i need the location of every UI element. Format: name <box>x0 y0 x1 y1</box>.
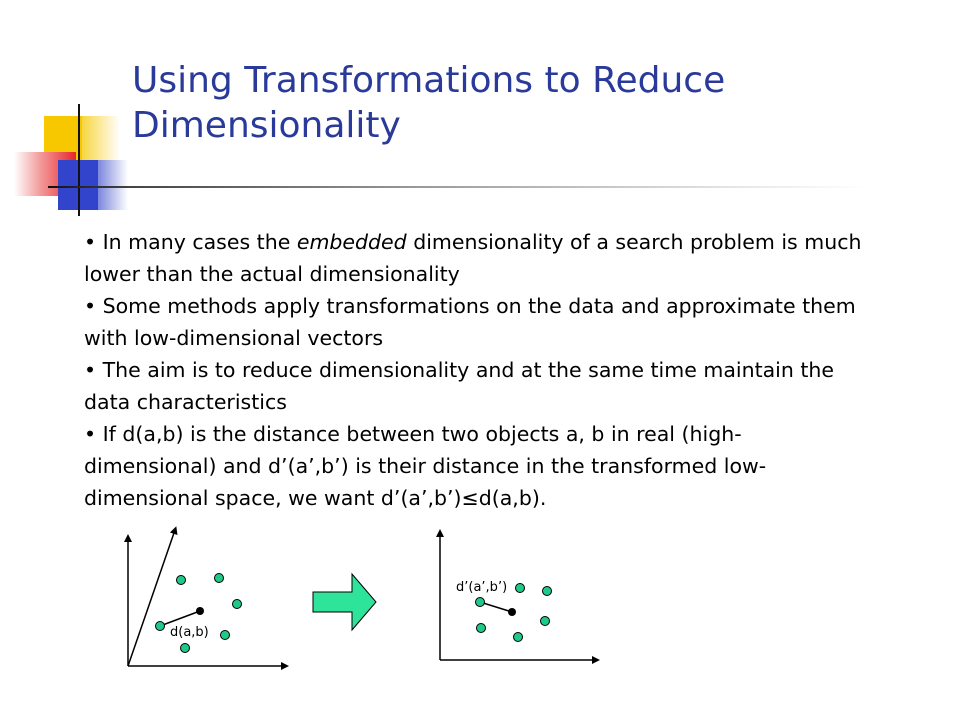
data-point <box>177 576 186 585</box>
bullet-emphasis: embedded <box>296 230 407 254</box>
data-point-a <box>156 622 165 631</box>
data-point-a-prime <box>476 598 485 607</box>
bullet-text: If d(a,b) is the distance between two objects a, b in real (high-dimensional) and d’(a’,b’) is their distance in the transformed low-dimensional space, we want d’(a’,b’)≤d(a,b). <box>84 422 767 510</box>
data-point <box>233 600 242 609</box>
slide-title: Using Transformations to Reduce Dimensionality <box>132 60 726 146</box>
data-point <box>541 617 550 626</box>
distance-label-low: d’(a’,b’) <box>456 580 508 595</box>
left-distance-line <box>160 611 200 626</box>
data-point <box>543 587 552 596</box>
right-distance-line <box>480 602 512 612</box>
transform-arrow <box>313 574 376 630</box>
data-point <box>181 644 190 653</box>
data-point <box>477 624 486 633</box>
data-point-b-prime <box>508 608 516 616</box>
distance-label-high: d(a,b) <box>170 625 209 640</box>
bullet-text: Some methods apply transformations on the data and approximate them with low-dimensional vectors <box>84 294 856 350</box>
data-point <box>215 574 224 583</box>
bullet-text: dimensionality of a search problem is much lower than the actual dimensionality <box>84 230 862 286</box>
data-point <box>516 584 525 593</box>
data-point <box>514 633 523 642</box>
high-dim-plot <box>128 530 285 666</box>
bullet-text: In many cases the <box>102 230 297 254</box>
low-dim-plot <box>440 533 596 660</box>
bullet-text: The aim is to reduce dimensionality and at the same time maintain the data characteristics <box>84 358 835 414</box>
left-z-axis <box>128 530 175 666</box>
data-point <box>221 631 230 640</box>
data-point-b <box>196 607 204 615</box>
